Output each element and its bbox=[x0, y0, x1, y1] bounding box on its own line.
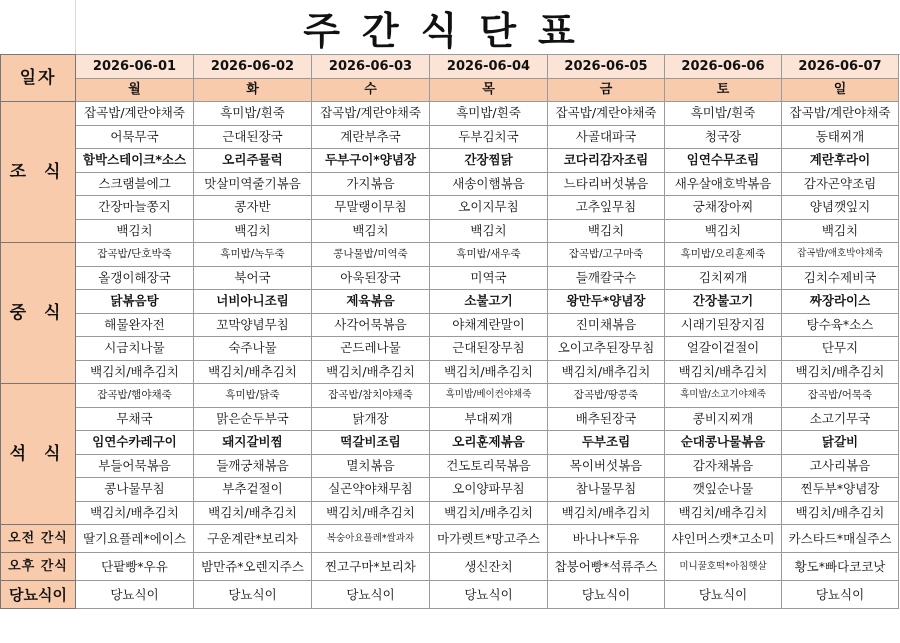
menu-item-cell: 잡곡밥/단호박죽 bbox=[76, 243, 194, 267]
menu-item-cell: 백김치/배추김치 bbox=[782, 501, 899, 525]
menu-item-cell: 깻잎순나물 bbox=[665, 478, 782, 502]
snack-item-cell: 당뇨식이 bbox=[312, 581, 430, 609]
menu-item-cell: 잡곡밥/계란야채죽 bbox=[782, 102, 899, 126]
snack-item-cell: 당뇨식이 bbox=[430, 581, 548, 609]
snack-item-cell: 당뇨식이 bbox=[194, 581, 312, 609]
menu-item-cell: 왕만두*양념장 bbox=[548, 290, 665, 314]
menu-item-cell: 두부구이*양념장 bbox=[312, 149, 430, 173]
menu-item-cell: 잡곡밥/어묵죽 bbox=[782, 384, 899, 408]
menu-item-cell: 콩자반 bbox=[194, 196, 312, 220]
menu-item-cell: 백김치 bbox=[312, 219, 430, 243]
snack-item-cell: 복숭아요플레*쌀과자 bbox=[312, 525, 430, 553]
menu-item-cell: 야채계란말이 bbox=[430, 313, 548, 337]
menu-item-cell: 간장불고기 bbox=[665, 290, 782, 314]
snack-item-cell: 딸기요플레*에이스 bbox=[76, 525, 194, 553]
menu-item-cell: 감자곤약조림 bbox=[782, 172, 899, 196]
menu-item-cell: 부추겉절이 bbox=[194, 478, 312, 502]
weekday-cell: 화 bbox=[194, 79, 312, 102]
menu-item-cell: 흑미밥/새우죽 bbox=[430, 243, 548, 267]
menu-item-cell: 잡곡밥/햄야채죽 bbox=[76, 384, 194, 408]
title-row-header-cell bbox=[0, 0, 76, 54]
snack-item-cell: 찹붕어빵*석류주스 bbox=[548, 553, 665, 581]
snack-label-cell: 당뇨식이 bbox=[1, 581, 76, 609]
snack-item-cell: 마가렛트*망고주스 bbox=[430, 525, 548, 553]
menu-item-cell: 북어국 bbox=[194, 266, 312, 290]
menu-item-cell: 부대찌개 bbox=[430, 407, 548, 431]
snack-item-cell: 바나나*두유 bbox=[548, 525, 665, 553]
menu-item-cell: 백김치/배추김치 bbox=[76, 501, 194, 525]
menu-item-cell: 백김치/배추김치 bbox=[76, 360, 194, 384]
menu-item-cell: 백김치/배추김치 bbox=[665, 501, 782, 525]
menu-item-cell: 시래기된장지짐 bbox=[665, 313, 782, 337]
menu-item-cell: 근대된장무침 bbox=[430, 337, 548, 361]
meal-label-cell: 석 식 bbox=[1, 384, 76, 525]
date-header-cell: 일자 bbox=[1, 55, 76, 102]
menu-item-cell: 코다리감자조림 bbox=[548, 149, 665, 173]
menu-item-cell: 임연수무조림 bbox=[665, 149, 782, 173]
menu-item-cell: 고사리볶음 bbox=[782, 454, 899, 478]
menu-item-cell: 백김치/배추김치 bbox=[548, 360, 665, 384]
menu-item-cell: 목이버섯볶음 bbox=[548, 454, 665, 478]
menu-item-cell: 함박스테이크*소스 bbox=[76, 149, 194, 173]
menu-item-cell: 건도토리묵볶음 bbox=[430, 454, 548, 478]
menu-item-cell: 오리훈제볶음 bbox=[430, 431, 548, 455]
menu-item-cell: 백김치/배추김치 bbox=[312, 360, 430, 384]
menu-item-cell: 김치수제비국 bbox=[782, 266, 899, 290]
menu-item-cell: 스크램블에그 bbox=[76, 172, 194, 196]
menu-item-cell: 흑미밥/소고기야채죽 bbox=[665, 384, 782, 408]
date-cell: 2026-06-06 bbox=[665, 55, 782, 79]
menu-item-cell: 떡갈비조림 bbox=[312, 431, 430, 455]
menu-item-cell: 양념깻잎지 bbox=[782, 196, 899, 220]
menu-item-cell: 간장찜닭 bbox=[430, 149, 548, 173]
menu-item-cell: 흑미밥/오리훈제죽 bbox=[665, 243, 782, 267]
menu-item-cell: 짜장라이스 bbox=[782, 290, 899, 314]
menu-item-cell: 잡곡밥/애호박야채죽 bbox=[782, 243, 899, 267]
menu-item-cell: 백김치/배추김치 bbox=[194, 501, 312, 525]
page-title: 주간식단표 bbox=[303, 8, 597, 53]
menu-item-cell: 느타리버섯볶음 bbox=[548, 172, 665, 196]
meal-label-cell: 중 식 bbox=[1, 243, 76, 384]
menu-item-cell: 얼갈이겉절이 bbox=[665, 337, 782, 361]
menu-item-cell: 백김치/배추김치 bbox=[665, 360, 782, 384]
menu-item-cell: 잡곡밥/땅콩죽 bbox=[548, 384, 665, 408]
menu-item-cell: 흑미밥/베이컨야채죽 bbox=[430, 384, 548, 408]
date-cell: 2026-06-02 bbox=[194, 55, 312, 79]
snack-item-cell: 당뇨식이 bbox=[782, 581, 899, 609]
menu-item-cell: 숙주나물 bbox=[194, 337, 312, 361]
menu-item-cell: 찐두부*양념장 bbox=[782, 478, 899, 502]
menu-item-cell: 김치찌개 bbox=[665, 266, 782, 290]
menu-item-cell: 해물완자전 bbox=[76, 313, 194, 337]
menu-item-cell: 사골대파국 bbox=[548, 125, 665, 149]
menu-item-cell: 닭볶음탕 bbox=[76, 290, 194, 314]
weekday-cell: 월 bbox=[76, 79, 194, 102]
menu-item-cell: 멸치볶음 bbox=[312, 454, 430, 478]
snack-item-cell: 당뇨식이 bbox=[548, 581, 665, 609]
snack-label-cell: 오후 간식 bbox=[1, 553, 76, 581]
menu-item-cell: 궁채장아찌 bbox=[665, 196, 782, 220]
menu-item-cell: 무채국 bbox=[76, 407, 194, 431]
menu-item-cell: 백김치 bbox=[430, 219, 548, 243]
snack-item-cell: 황도*빠다코코낫 bbox=[782, 553, 899, 581]
menu-item-cell: 오리주물럭 bbox=[194, 149, 312, 173]
snack-item-cell: 샤인머스캣*고소미 bbox=[665, 525, 782, 553]
menu-item-cell: 감자채볶음 bbox=[665, 454, 782, 478]
menu-item-cell: 맛살미역줄기볶음 bbox=[194, 172, 312, 196]
title-row bbox=[0, 0, 900, 55]
menu-item-cell: 제육볶음 bbox=[312, 290, 430, 314]
menu-item-cell: 잡곡밥/계란야채죽 bbox=[76, 102, 194, 126]
menu-item-cell: 곤드레나물 bbox=[312, 337, 430, 361]
menu-item-cell: 콩나물무침 bbox=[76, 478, 194, 502]
menu-item-cell: 아욱된장국 bbox=[312, 266, 430, 290]
menu-item-cell: 탕수육*소스 bbox=[782, 313, 899, 337]
menu-item-cell: 백김치/배추김치 bbox=[430, 501, 548, 525]
menu-item-cell: 새송이햄볶음 bbox=[430, 172, 548, 196]
menu-item-cell: 잡곡밥/참치야채죽 bbox=[312, 384, 430, 408]
menu-item-cell: 동태찌개 bbox=[782, 125, 899, 149]
menu-item-cell: 백김치 bbox=[665, 219, 782, 243]
menu-item-cell: 잡곡밥/고구마죽 bbox=[548, 243, 665, 267]
snack-item-cell: 밤만쥬*오렌지주스 bbox=[194, 553, 312, 581]
menu-item-cell: 계란부추국 bbox=[312, 125, 430, 149]
weekday-cell: 일 bbox=[782, 79, 899, 102]
date-cell: 2026-06-05 bbox=[548, 55, 665, 79]
menu-item-cell: 참나물무침 bbox=[548, 478, 665, 502]
menu-item-cell: 흑미밥/흰죽 bbox=[194, 102, 312, 126]
menu-item-cell: 잡곡밥/계란야채죽 bbox=[548, 102, 665, 126]
menu-item-cell: 들깨궁채볶음 bbox=[194, 454, 312, 478]
menu-item-cell: 부들어묵볶음 bbox=[76, 454, 194, 478]
menu-item-cell: 순대콩나물볶음 bbox=[665, 431, 782, 455]
menu-item-cell: 소불고기 bbox=[430, 290, 548, 314]
menu-item-cell: 백김치/배추김치 bbox=[548, 501, 665, 525]
menu-item-cell: 어묵무국 bbox=[76, 125, 194, 149]
menu-item-cell: 미역국 bbox=[430, 266, 548, 290]
weekday-cell: 금 bbox=[548, 79, 665, 102]
snack-item-cell: 당뇨식이 bbox=[76, 581, 194, 609]
menu-item-cell: 백김치 bbox=[76, 219, 194, 243]
menu-item-cell: 시금치나물 bbox=[76, 337, 194, 361]
menu-item-cell: 맑은순두부국 bbox=[194, 407, 312, 431]
weekday-cell: 수 bbox=[312, 79, 430, 102]
weekday-cell: 목 bbox=[430, 79, 548, 102]
menu-item-cell: 진미채볶음 bbox=[548, 313, 665, 337]
menu-item-cell: 흑미밥/흰죽 bbox=[430, 102, 548, 126]
menu-item-cell: 소고기무국 bbox=[782, 407, 899, 431]
menu-item-cell: 백김치/배추김치 bbox=[782, 360, 899, 384]
menu-item-cell: 닭갈비 bbox=[782, 431, 899, 455]
snack-item-cell: 단팥빵*우유 bbox=[76, 553, 194, 581]
menu-item-cell: 계란후라이 bbox=[782, 149, 899, 173]
snack-item-cell: 생신잔치 bbox=[430, 553, 548, 581]
menu-item-cell: 새우살애호박볶음 bbox=[665, 172, 782, 196]
menu-item-cell: 가지볶음 bbox=[312, 172, 430, 196]
menu-item-cell: 백김치 bbox=[782, 219, 899, 243]
menu-item-cell: 오이양파무침 bbox=[430, 478, 548, 502]
menu-item-cell: 두부김치국 bbox=[430, 125, 548, 149]
menu-item-cell: 콩비지찌개 bbox=[665, 407, 782, 431]
snack-item-cell: 구운계란*보리차 bbox=[194, 525, 312, 553]
meal-label-cell: 조 식 bbox=[1, 102, 76, 243]
menu-item-cell: 흑미밥/흰죽 bbox=[665, 102, 782, 126]
weekday-cell: 토 bbox=[665, 79, 782, 102]
menu-item-cell: 오이고추된장무침 bbox=[548, 337, 665, 361]
menu-item-cell: 닭개장 bbox=[312, 407, 430, 431]
snack-item-cell: 찐고구마*보리차 bbox=[312, 553, 430, 581]
menu-item-cell: 돼지갈비찜 bbox=[194, 431, 312, 455]
menu-item-cell: 간장마늘쫑지 bbox=[76, 196, 194, 220]
menu-item-cell: 무말랭이무침 bbox=[312, 196, 430, 220]
snack-label-cell: 오전 간식 bbox=[1, 525, 76, 553]
date-cell: 2026-06-04 bbox=[430, 55, 548, 79]
menu-item-cell: 흑미밥/녹두죽 bbox=[194, 243, 312, 267]
menu-item-cell: 두부조림 bbox=[548, 431, 665, 455]
menu-item-cell: 꼬막양념무침 bbox=[194, 313, 312, 337]
menu-item-cell: 백김치/배추김치 bbox=[194, 360, 312, 384]
snack-item-cell: 미니꿀호떡*아침햇살 bbox=[665, 553, 782, 581]
snack-item-cell: 카스타드*매실주스 bbox=[782, 525, 899, 553]
menu-item-cell: 흑미밥/닭죽 bbox=[194, 384, 312, 408]
menu-item-cell: 근대된장국 bbox=[194, 125, 312, 149]
date-cell: 2026-06-07 bbox=[782, 55, 899, 79]
menu-item-cell: 백김치/배추김치 bbox=[430, 360, 548, 384]
menu-item-cell: 백김치/배추김치 bbox=[312, 501, 430, 525]
menu-item-cell: 고추잎무침 bbox=[548, 196, 665, 220]
date-cell: 2026-06-03 bbox=[312, 55, 430, 79]
menu-item-cell: 콩나물밥/미역죽 bbox=[312, 243, 430, 267]
menu-item-cell: 실곤약야채무침 bbox=[312, 478, 430, 502]
menu-item-cell: 단무지 bbox=[782, 337, 899, 361]
menu-table bbox=[0, 54, 899, 609]
menu-item-cell: 잡곡밥/계란야채죽 bbox=[312, 102, 430, 126]
menu-item-cell: 임연수카레구이 bbox=[76, 431, 194, 455]
menu-item-cell: 사각어묵볶음 bbox=[312, 313, 430, 337]
menu-item-cell: 백김치 bbox=[194, 219, 312, 243]
snack-item-cell: 당뇨식이 bbox=[665, 581, 782, 609]
menu-item-cell: 백김치 bbox=[548, 219, 665, 243]
menu-item-cell: 청국장 bbox=[665, 125, 782, 149]
menu-item-cell: 오이지무침 bbox=[430, 196, 548, 220]
menu-item-cell: 올갱이해장국 bbox=[76, 266, 194, 290]
menu-item-cell: 들깨칼국수 bbox=[548, 266, 665, 290]
menu-item-cell: 배추된장국 bbox=[548, 407, 665, 431]
menu-item-cell: 너비아니조림 bbox=[194, 290, 312, 314]
date-cell: 2026-06-01 bbox=[76, 55, 194, 79]
